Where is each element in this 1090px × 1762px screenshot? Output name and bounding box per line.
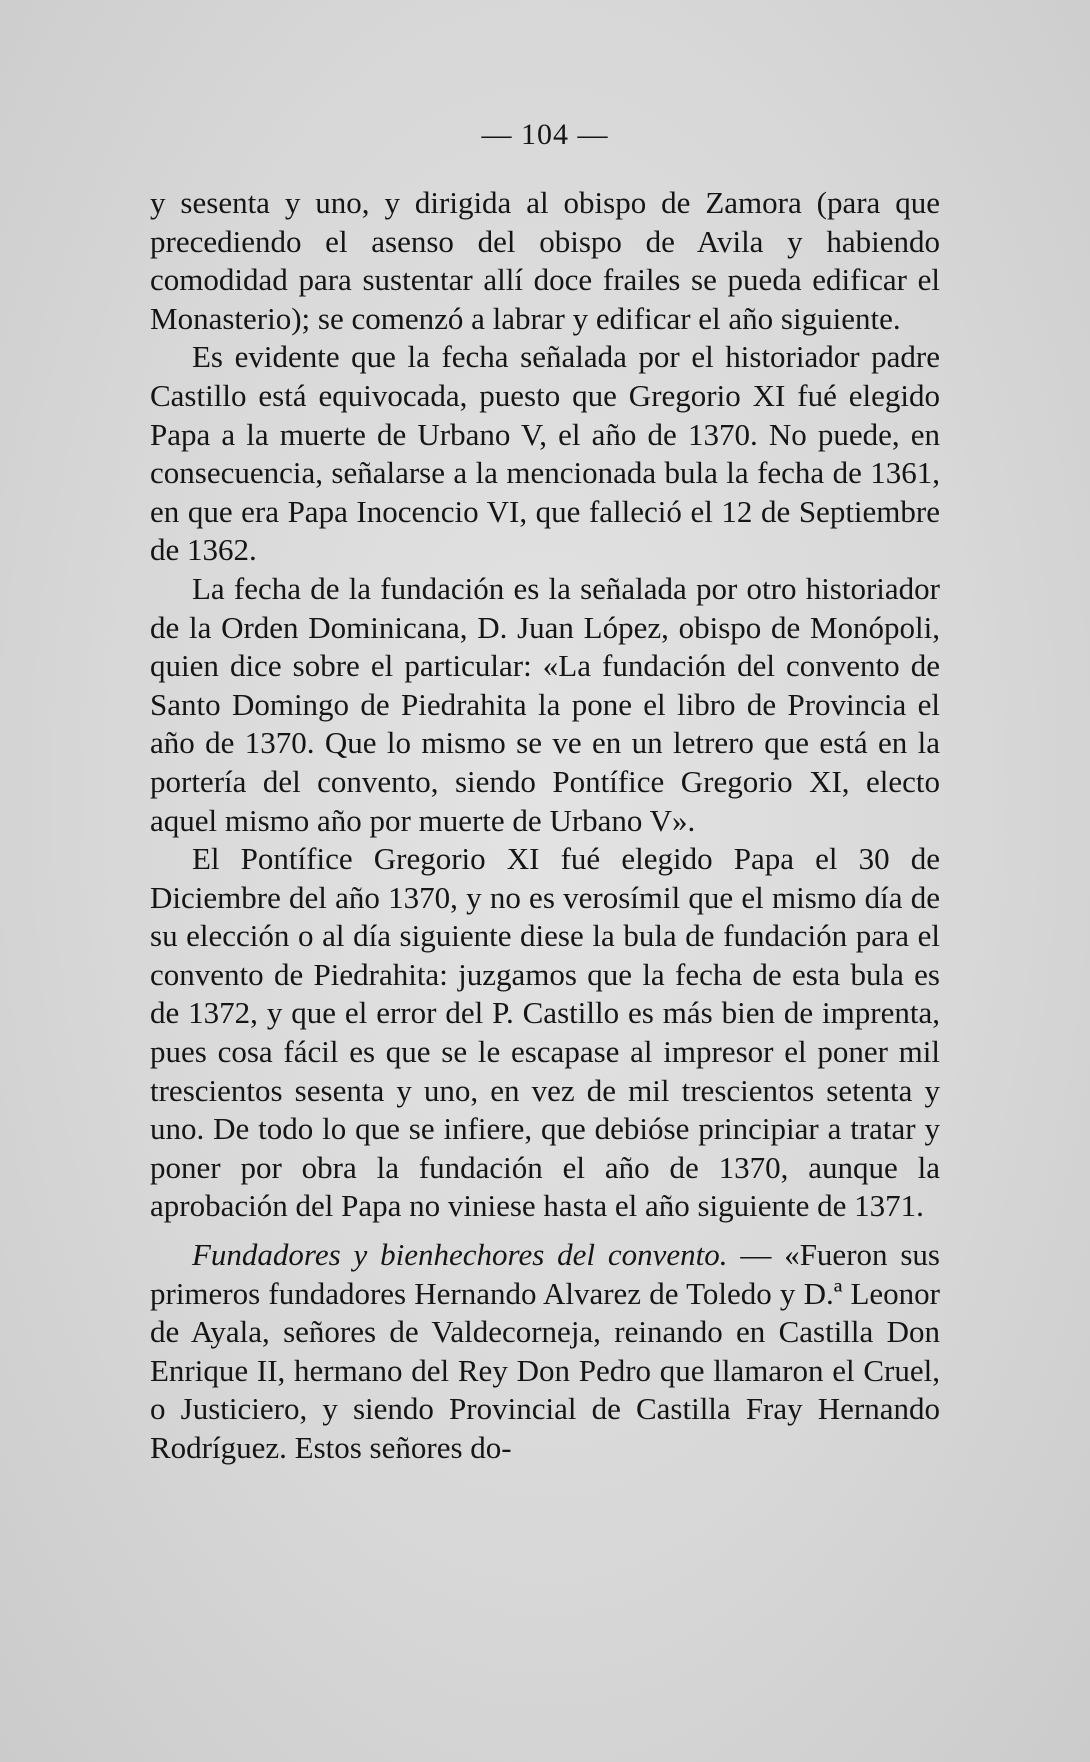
paragraph-continuation: y sesenta y uno, y dirigida al obispo de Zamora (para que precediendo el asenso del obispo de Avila y habiendo comodidad para sustentar allí doce frailes se pueda edificar el Monasterio); se comenzó a labrar y edificar el año siguiente. — [150, 185, 940, 336]
paragraph-foundation-date: La fecha de la fundación es la señalada por otro historiador de la Orden Dominicana, D. Juan López, obispo de Monópoli, quien dice sobre el particular: «La fundación del convento de Santo Domingo de Piedrahita la pone el libro de Provincia el año de 1370. Que lo mismo se ve en un letrero que está en la portería del convento, siendo Pontífice Gregorio XI, electo aquel mismo año por muerte de Urbano V». — [150, 570, 940, 838]
page-number: — 104 — — [481, 118, 609, 151]
paragraph-gregory-election: El Pontífice Gregorio XI fué elegido Papa el 30 de Diciembre del año 1370, y no es verosímil que el mismo día de su elección o al día siguiente diese la bula de fundación para el convento de Piedrahita: juzgamos que la fecha de esta bula es de 1372, y que el error del P. Castillo es más bien de imprenta, pues cosa fácil es que se le escapase al impresor el poner mil trescientos sesenta y uno, en vez de mil trescientos setenta y uno. De todo lo que se infiere, que debióse principiar a tratar y poner por obra la fundación el año de 1370, aunque la aprobación del Papa no viniese hasta el año siguiente de 1371. — [150, 841, 940, 1224]
section-heading: Fundadores y bienhechores del convento. — [192, 1237, 728, 1273]
paragraph-date-error: Es evidente que la fecha señalada por el historiador padre Castillo está equivocada, puesto que Gregorio XI fué elegido Papa a la muerte de Urbano V, el año de 1370. No puede, en consecuencia, señalarse a la mencionada bula la fecha de 1361, en que era Papa Inocencio VI, que falleció el 12 de Septiembre de 1362. — [150, 339, 940, 568]
body-text — [150, 184, 940, 1468]
founders-text: — «Fueron sus primeros fundadores Hernando Alvarez de Toledo y D.ª Leonor de Ayala, señores de Valdecorneja, reinando en Castilla Don Enrique II, hermano del Rey Don Pedro que llamaron el Cruel, o Justiciero, y siendo Provincial de Castilla Fray Hernando Rodríguez. Estos señores do- — [150, 1237, 940, 1465]
paragraph-founders — [150, 1236, 940, 1468]
